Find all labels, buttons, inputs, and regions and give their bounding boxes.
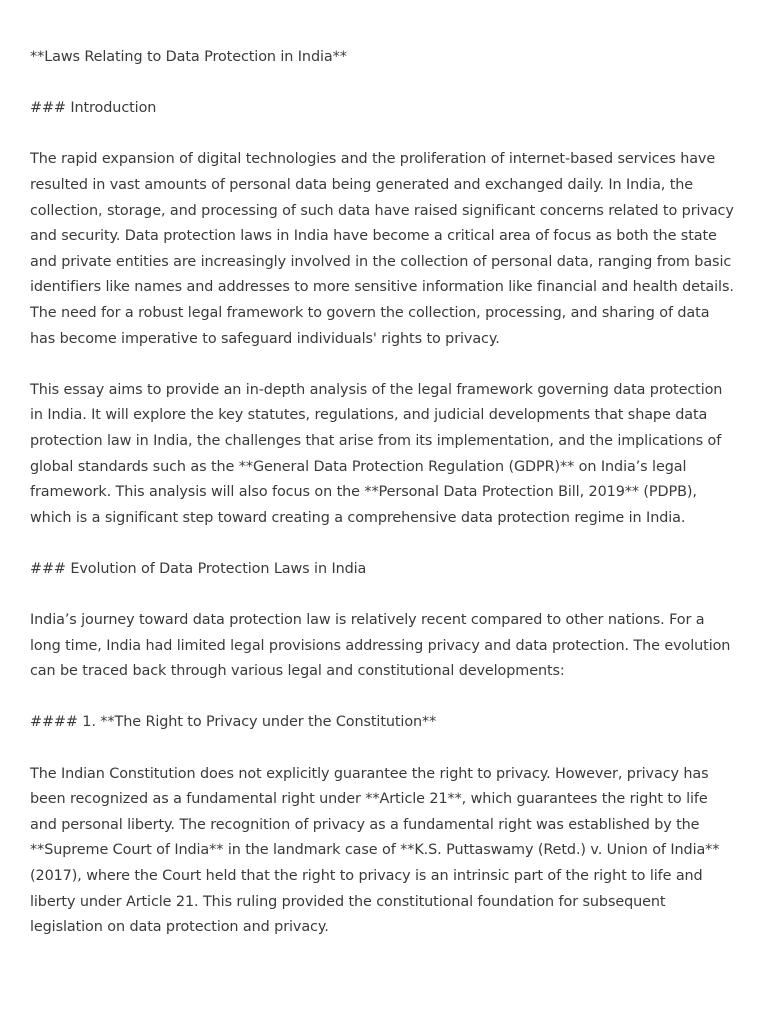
paragraph-introduction-1: The rapid expansion of digital technologies and the proliferation of internet-based services have resulted in vast amounts of personal data being generated and exchanged daily. In India, the collection, storage, and processing of such data have raised significant concerns related to privacy and security. Data protection laws in India have become a critical area of focus as both the state and private entities are increasingly involved in the collection of personal data, ranging from basic identifiers like names and addresses to more sensitive information like financial and health details. The need for a robust legal framework to govern the collection, processing, and sharing of data has become imperative to safeguard individuals' rights to privacy. bbox=[30, 151, 739, 347]
heading-introduction: ### Introduction bbox=[30, 100, 157, 117]
heading-right-to-privacy: #### 1. **The Right to Privacy under the Constitution** bbox=[30, 714, 437, 731]
paragraph-evolution: India’s journey toward data protection law is relatively recent compared to other nations. For a long time, India had limited legal provisions addressing privacy and data protection. The evolution can be traced back through various legal and constitutional developments: bbox=[30, 612, 735, 680]
paragraph-introduction-2: This essay aims to provide an in-depth analysis of the legal framework governing data protection in India. It will explore the key statutes, regulations, and judicial developments that shape data protection law in India, the challenges that arise from its implementation, and the implications of global standards such as the **General Data Protection Regulation (GDPR)** on India’s legal framework. This analysis will also focus on the **Personal Data Protection Bill, 2019** (PDPB), which is a significant step toward creating a comprehensive data protection regime in India. bbox=[30, 381, 727, 526]
document-title: **Laws Relating to Data Protection in India** bbox=[30, 49, 347, 65]
paragraph-right-to-privacy: The Indian Constitution does not explicitly guarantee the right to privacy. However, privacy has been recognized as a fundamental right under **Article 21**, which guarantees the right to life and personal liberty. The recognition of privacy as a fundamental right was established by the **Supreme Court of India** in the landmark case of **K.S. Puttaswamy (Retd.) v. Union of India** (2017), where the Court held that the right to privacy is an intrinsic part of the right to life and liberty under Article 21. This ruling provided the constitutional foundation for subsequent legislation on data protection and privacy. bbox=[30, 765, 724, 936]
heading-evolution: ### Evolution of Data Protection Laws in India bbox=[30, 560, 367, 577]
